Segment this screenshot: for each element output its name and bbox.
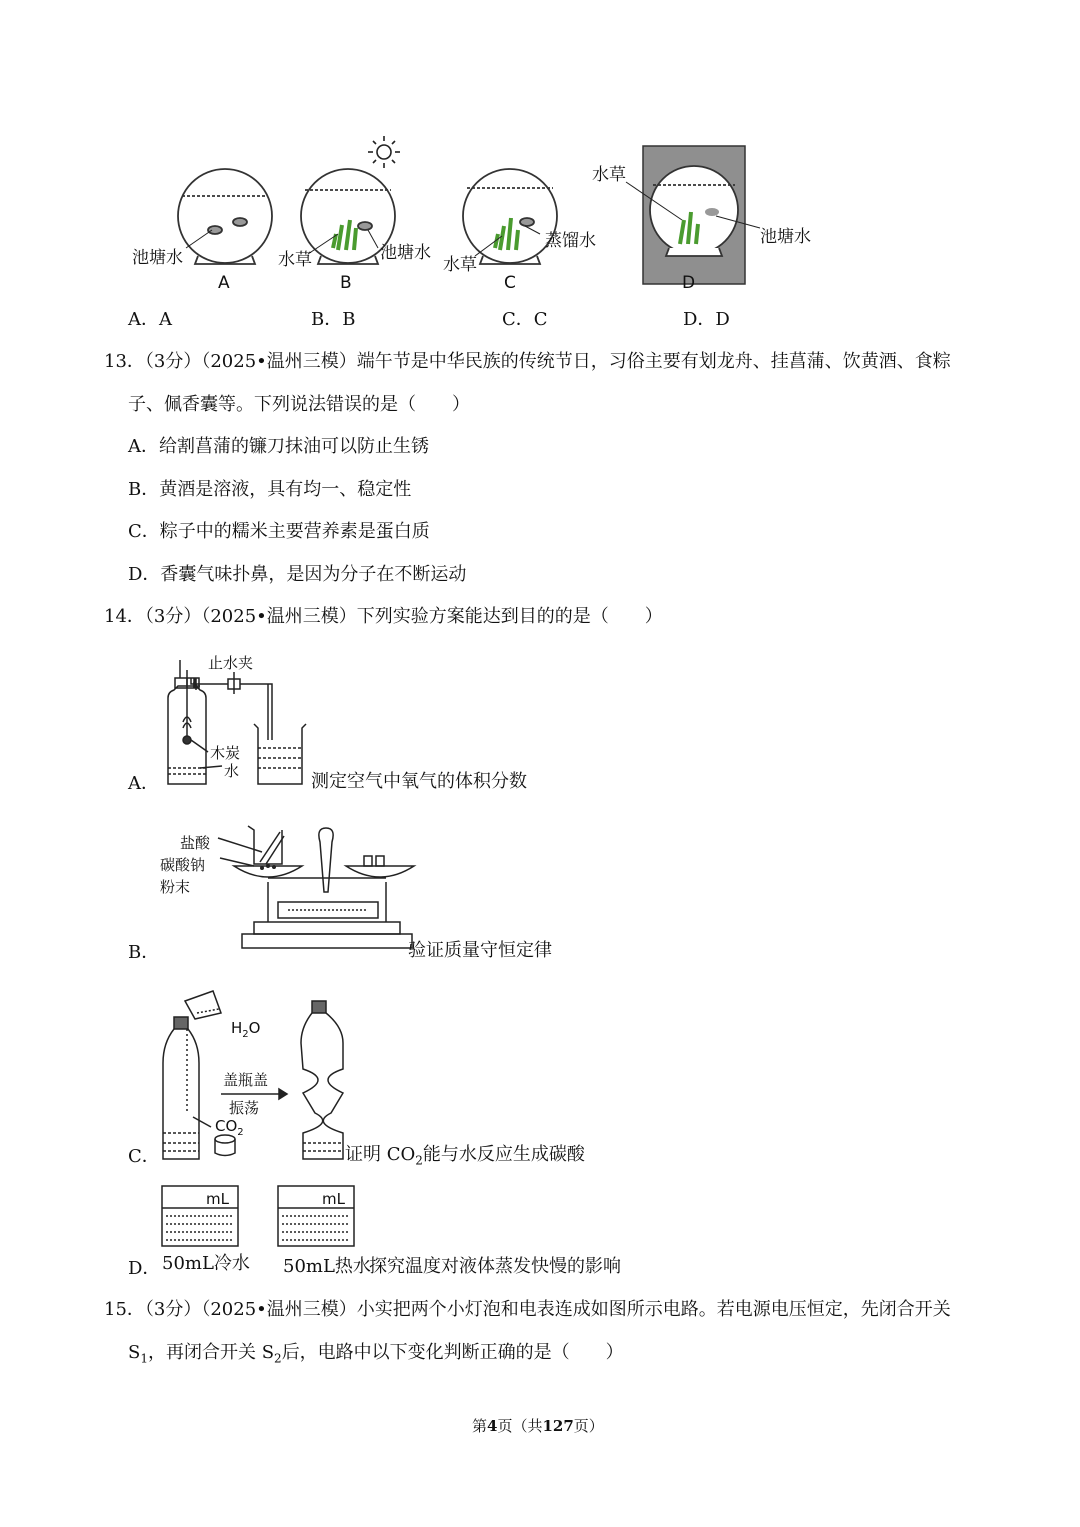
bowl-a: [178, 169, 272, 264]
q15-stem-line1: 15．（3分）（2025•温州三模）小实把两个小灯泡和电表连成如图所示电路。若电源电压恒定，先闭合开关: [104, 1299, 951, 1320]
bowl-d: [643, 146, 745, 284]
label-shake: 振荡: [229, 1099, 260, 1117]
label-waterweed-d: 水草: [592, 165, 626, 185]
label-cap-bottle: 盖瓶盖: [223, 1071, 269, 1089]
label-clamp: 止水夹: [208, 654, 254, 672]
q14-option-b-letter: B．: [128, 942, 160, 963]
label-charcoal: 木炭: [210, 744, 241, 762]
q13-stem-line2: 子、佩香囊等。下列说法错误的是（ ）: [128, 394, 470, 415]
label-powder: 粉末: [160, 878, 191, 896]
label-letter-a: A: [218, 273, 230, 293]
q13-option-d: D．香囊气味扑鼻，是因为分子在不断运动: [128, 564, 467, 585]
label-ml-1: mL: [206, 1190, 229, 1208]
q14-a-figure: [150, 648, 320, 790]
label-pond-water-d: 池塘水: [760, 227, 811, 247]
q12-option-b: B．B: [311, 309, 356, 330]
q13-option-a: A．给割菖蒲的镰刀抹油可以防止生锈: [128, 436, 429, 457]
q15-stem-line2: $S_1$，再闭合开关 $S_2$后，电路中以下变化判断正确的是（ ）: [128, 1342, 624, 1366]
q14-d-label-cold: 50mL冷水: [162, 1253, 250, 1274]
label-hydrochloric-acid: 盐酸: [180, 834, 211, 852]
label-ml-2: mL: [322, 1190, 345, 1208]
bowl-c: [463, 169, 557, 264]
label-letter-c: C: [504, 273, 516, 293]
q14-stem: 14．（3分）（2025•温州三模）下列实验方案能达到目的的是（ ）: [104, 606, 663, 627]
q13-stem-line1: 13．（3分）（2025•温州三模）端午节是中华民族的传统节日，习俗主要有划龙舟、挂菖蒲、饮黄酒、食粽: [104, 351, 951, 372]
label-distilled-water-c: 蒸馏水: [545, 231, 596, 251]
label-letter-b: B: [340, 273, 352, 293]
q14-option-b-caption: 验证质量守恒定律: [408, 940, 552, 961]
q14-c-figure: [155, 983, 350, 1168]
q13-option-c: C．粽子中的糯米主要营养素是蛋白质: [128, 521, 430, 542]
q14-d-label-hot: 50mL热水: [283, 1256, 371, 1277]
page-footer: 第4页（共127页）: [472, 1417, 604, 1435]
q14-option-c-caption: 证明 $CO_2$能与水反应生成碳酸: [345, 1144, 585, 1168]
q12-option-d: D．D: [683, 309, 730, 330]
q14-b-figure: [158, 822, 413, 962]
q13-option-b: B．黄酒是溶液，具有均一、稳定性: [128, 479, 412, 500]
label-pond-water-a: 池塘水: [132, 248, 183, 268]
label-co2: $CO_2$: [215, 1117, 244, 1138]
q12-option-a: A．A: [128, 309, 172, 330]
q12-option-c: C．C: [502, 309, 548, 330]
label-waterweed-b: 水草: [278, 250, 312, 270]
label-pond-water-b: 池塘水: [380, 243, 431, 263]
label-waterweed-c: 水草: [443, 255, 477, 275]
q14-option-d-letter: D．: [128, 1258, 161, 1279]
label-letter-d: D: [682, 273, 696, 293]
q14-option-c-letter: C．: [128, 1146, 160, 1167]
label-sodium-carbonate: 碳酸钠: [160, 856, 206, 874]
q14-option-a-letter: A．: [128, 773, 159, 794]
q14-option-d-caption: 探究温度对液体蒸发快慢的影响: [369, 1256, 621, 1277]
sun-icon: [368, 136, 400, 168]
label-water: 水: [224, 762, 240, 780]
q14-option-a-caption: 测定空气中氧气的体积分数: [311, 771, 527, 792]
q12-figure: [120, 130, 820, 295]
q14-d-figure: [160, 1184, 360, 1250]
label-h2o: $H_2O$: [231, 1019, 261, 1040]
